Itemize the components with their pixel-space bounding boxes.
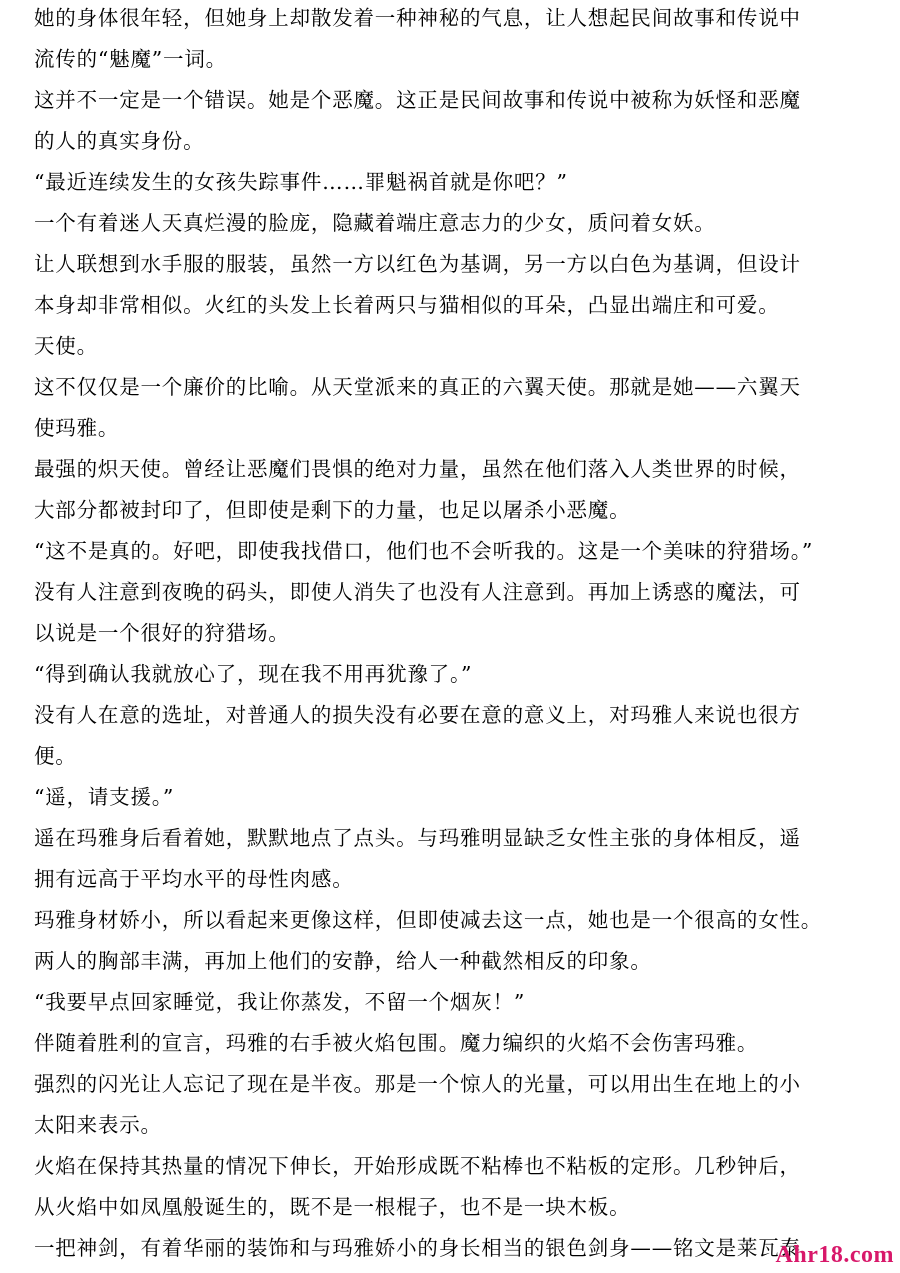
text-line: 便。 [34,744,77,768]
text-line: “最近连续发生的女孩失踪事件……罪魁祸首就是你吧？” [34,170,568,194]
text-line: 伴随着胜利的宣言，玛雅的右手被火焰包围。魔力编织的火焰不会伤害玛雅。 [34,1031,759,1055]
text-line: 强烈的闪光让人忘记了现在是半夜。那是一个惊人的光量，可以用出生在地上的小 [34,1072,801,1096]
text-line: 玛雅身材娇小，所以看起来更像这样，但即使减去这一点，她也是一个很高的女性。 [34,908,823,932]
text-line: 没有人注意到夜晚的码头，即使人消失了也没有人注意到。再加上诱惑的魔法，可 [34,580,801,604]
text-line: 从火焰中如凤凰般诞生的，既不是一根棍子，也不是一块木板。 [34,1195,631,1219]
watermark: Ahr18.com [775,1242,894,1268]
text-line: “我要早点回家睡觉，我让你蒸发，不留一个烟灰！” [34,990,526,1014]
text-line: 让人联想到水手服的服装，虽然一方以红色为基调，另一方以白色为基调，但设计 [34,252,801,276]
text-line: 使玛雅。 [34,416,120,440]
text-line: 太阳来表示。 [34,1113,162,1137]
text-line: “得到确认我就放心了，现在我不用再犹豫了。” [34,662,473,686]
text-line: 一把神剑，有着华丽的装饰和与玛雅娇小的身长相当的银色剑身——铭文是莱瓦泰 [34,1236,801,1260]
text-line: 天使。 [34,334,98,358]
document-page [34,0,864,1273]
text-line: 大部分都被封印了，但即使是剩下的力量，也足以屠杀小恶魔。 [34,498,631,522]
text-line: 最强的炽天使。曾经让恶魔们畏惧的绝对力量，虽然在他们落入人类世界的时候， [34,457,801,481]
text-line: 她的身体很年轻，但她身上却散发着一种神秘的气息，让人想起民间故事和传说中 [34,6,801,30]
text-line: 没有人在意的选址，对普通人的损失没有必要在意的意义上，对玛雅人来说也很方 [34,703,801,727]
text-line: 以说是一个很好的狩猎场。 [34,621,290,645]
text-line: “这不是真的。好吧，即使我找借口，他们也不会听我的。这是一个美味的狩猎场。” [34,539,814,563]
text-line: 火焰在保持其热量的情况下伸长，开始形成既不粘棒也不粘板的定形。几秒钟后， [34,1154,801,1178]
text-line: 这并不一定是一个错误。她是个恶魔。这正是民间故事和传说中被称为妖怪和恶魔 [34,88,801,112]
text-line: 本身却非常相似。火红的头发上长着两只与猫相似的耳朵，凸显出端庄和可爱。 [34,293,780,317]
text-line: 流传的“魅魔”一词。 [34,47,227,71]
text-line: 拥有远高于平均水平的母性肉感。 [34,867,354,891]
text-line: 两人的胸部丰满，再加上他们的安静，给人一种截然相反的印象。 [34,949,652,973]
text-line: 遥在玛雅身后看着她，默默地点了点头。与玛雅明显缺乏女性主张的身体相反，遥 [34,826,801,850]
text-line: “遥，请支援。” [34,785,175,809]
text-line: 的人的真实身份。 [34,129,205,153]
text-line: 一个有着迷人天真烂漫的脸庞，隐藏着端庄意志力的少女，质问着女妖。 [34,211,716,235]
text-line: 这不仅仅是一个廉价的比喻。从天堂派来的真正的六翼天使。那就是她——六翼天 [34,375,801,399]
